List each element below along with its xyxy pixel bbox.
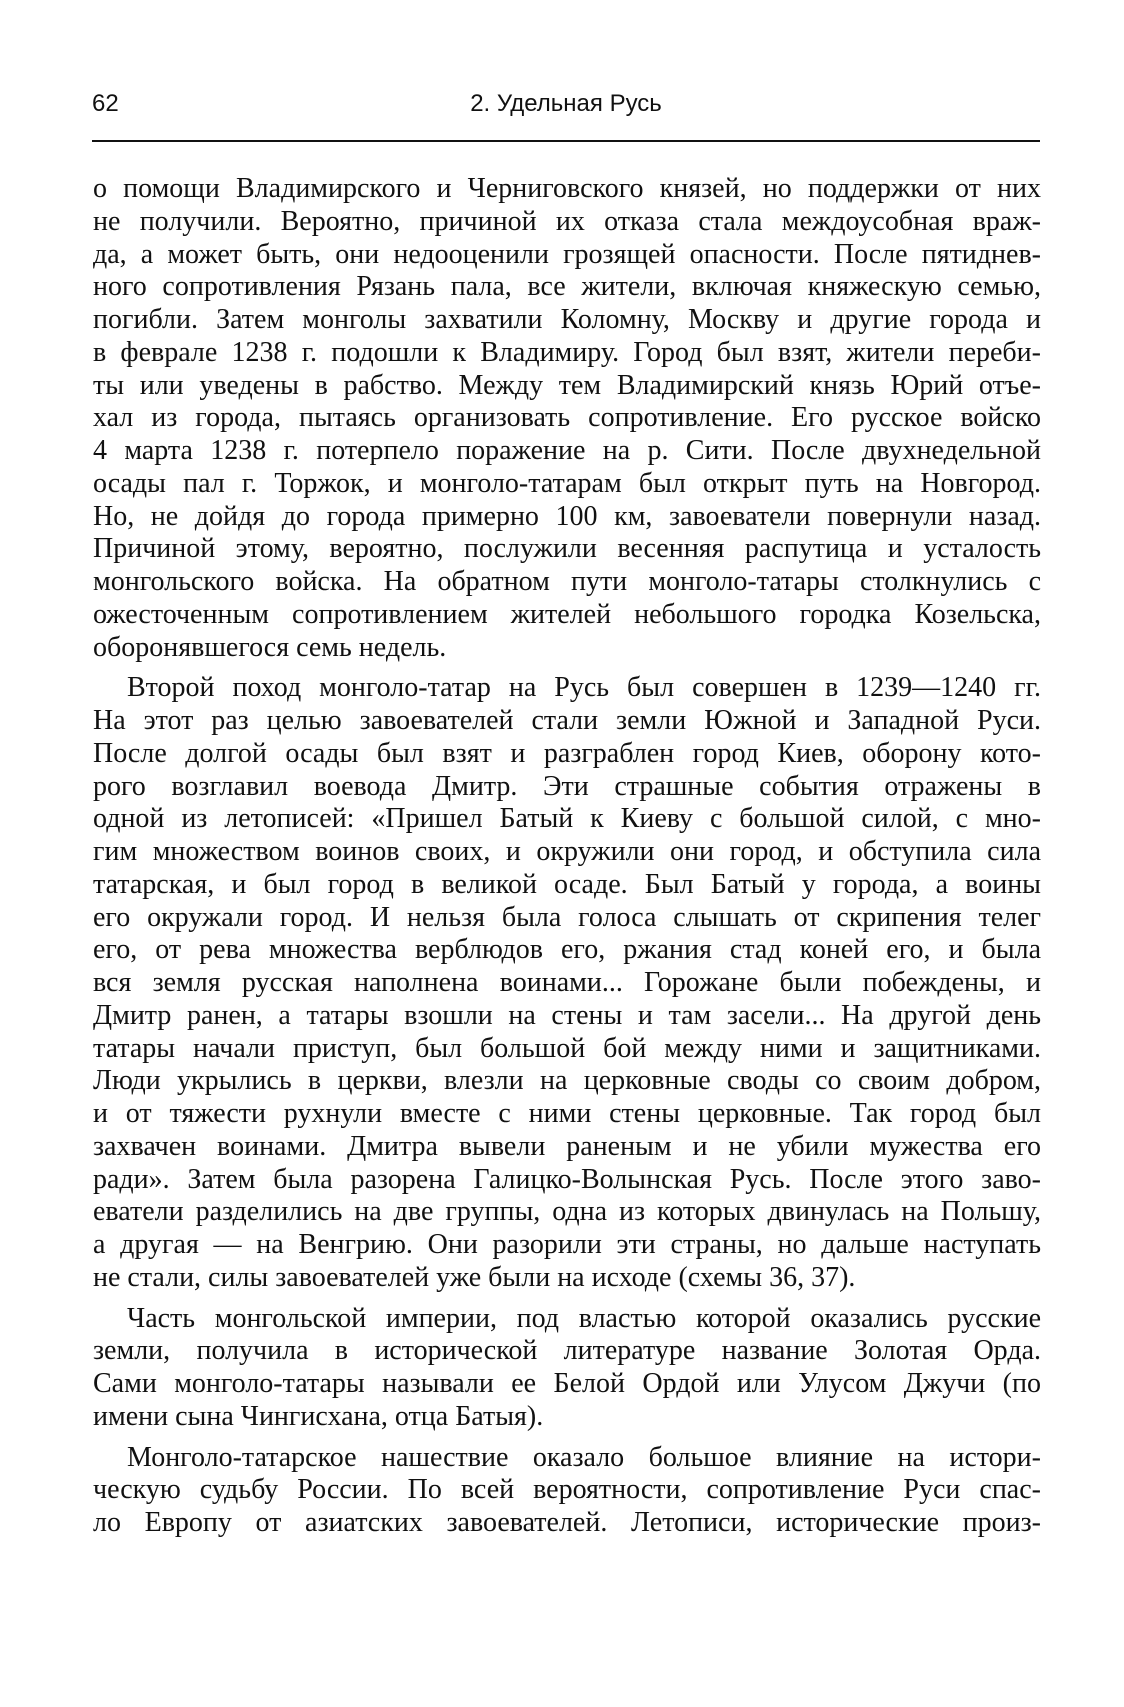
text-line: захвачен воинами. Дмитра вывели раненым и не убили мужества его [93, 1130, 1041, 1162]
text-line: ты или уведены в рабство. Между тем Владимирский князь Юрий отъе- [93, 369, 1041, 401]
text-line: После долгой осады был взят и разграблен город Киев, оборону кото- [93, 737, 1041, 769]
paragraph-gap [93, 664, 1041, 672]
text-line: не получили. Вероятно, причиной их отказа стала междоусобная враж- [93, 205, 1041, 237]
text-line: одной из летописей: «Пришел Батый к Киеву с большой силой, с мно- [93, 803, 1041, 835]
text-line: его, от рева множества верблюдов его, ржания стад коней его, и была [93, 934, 1041, 966]
text-line: Причиной этому, вероятно, послужили весенняя распутица и усталость [93, 533, 1041, 565]
text-line: Монголо-татарское нашествие оказало большое влияние на истори- [127, 1441, 1041, 1473]
text-line: оборонявшегося семь недель. [93, 631, 447, 663]
text-line: На этот раз целью завоевателей стали земли Южной и Западной Руси. [93, 705, 1041, 736]
paragraph-1 [93, 173, 1041, 664]
text-line: ожесточенным сопротивлением жителей небольшого городка Козельска, [93, 598, 1041, 630]
text-line: еватели разделились на две группы, одна из которых двинулась на Польшу, [93, 1196, 1041, 1228]
text-line: ло Европу от азиатских завоевателей. Летописи, исторические произ- [93, 1507, 1041, 1538]
text-line: о помощи Владимирского и Черниговского князей, но поддержки от них [93, 173, 1041, 204]
page-header [92, 90, 1040, 130]
paragraph-2 [93, 672, 1041, 1294]
paragraph-4 [93, 1442, 1041, 1540]
text-line: татарская, и был город в великой осаде. Был Батый у города, а воины [93, 868, 1041, 900]
text-line: Второй поход монголо-татар на Русь был совершен в 1239—1240 гг. [127, 672, 1041, 704]
body-text [93, 173, 1041, 1540]
text-line: ради». Затем была разорена Галицко-Волынская Русь. После этого заво- [93, 1163, 1041, 1195]
text-line: да, а может быть, они недооценили грозящей опасности. После пятиднев- [93, 238, 1041, 270]
text-line: не стали, силы завоевателей уже были на исходе (схемы 36, 37). [93, 1261, 856, 1293]
text-line: Люди укрылись в церкви, влезли на церковные своды со своим добром, [93, 1065, 1041, 1097]
running-title: 2. Удельная Русь [470, 90, 662, 117]
paragraph-gap [93, 1434, 1041, 1442]
text-line: земли, получила в исторической литературе название Золотая Орда. [93, 1335, 1041, 1367]
paragraph-3 [93, 1303, 1041, 1434]
text-line: рого возглавил воевода Дмитр. Эти страшные события отражены в [93, 770, 1041, 802]
text-line: его окружали город. И нельзя была голоса слышать от скрипения телег [93, 901, 1041, 933]
text-line: Часть монгольской империи, под властью которой оказались русские [127, 1302, 1041, 1334]
text-line: имени сына Чингисхана, отца Батыя). [93, 1400, 544, 1432]
text-line: гим множеством воинов своих, и окружили они город, и обступила сила [93, 836, 1041, 867]
text-line: осады пал г. Торжок, и монголо-татарам был открыт путь на Новгород. [93, 467, 1041, 499]
text-line: и от тяжести рухнули вместе с ними стены церковные. Так город был [93, 1098, 1041, 1129]
text-line: а другая — на Венгрию. Они разорили эти страны, но дальше наступать [93, 1229, 1041, 1260]
text-line: Сами монголо-татары называли ее Белой Ордой или Улусом Джучи (по [93, 1368, 1041, 1399]
text-line: Но, не дойдя до города примерно 100 км, завоеватели повернули назад. [93, 500, 1041, 532]
text-line: монгольского войска. На обратном пути монголо-татары столкнулись с [93, 566, 1041, 597]
text-line: хал из города, пытаясь организовать сопротивление. Его русское войско [93, 402, 1041, 434]
text-line: в феврале 1238 г. подошли к Владимиру. Город был взят, жители переби- [93, 336, 1041, 368]
text-line: ческую судьбу России. По всей вероятности, сопротивление Руси спас- [93, 1474, 1041, 1506]
text-line: погибли. Затем монголы захватили Коломну, Москву и другие города и [93, 304, 1041, 335]
text-line: вся земля русская наполнена воинами... Горожане были побеждены, и [93, 967, 1041, 998]
header-rule [92, 140, 1040, 142]
text-line: Дмитр ранен, а татары взошли на стены и там засели... На другой день [93, 999, 1041, 1031]
text-line: 4 марта 1238 г. потерпело поражение на р. Сити. После двухнедельной [93, 435, 1041, 466]
page-number: 62 [92, 90, 119, 117]
text-line: татары начали приступ, был большой бой между ними и защитниками. [93, 1032, 1041, 1064]
paragraph-gap [93, 1295, 1041, 1303]
text-line: ного сопротивления Рязань пала, все жители, включая княжескую семью, [93, 271, 1041, 303]
